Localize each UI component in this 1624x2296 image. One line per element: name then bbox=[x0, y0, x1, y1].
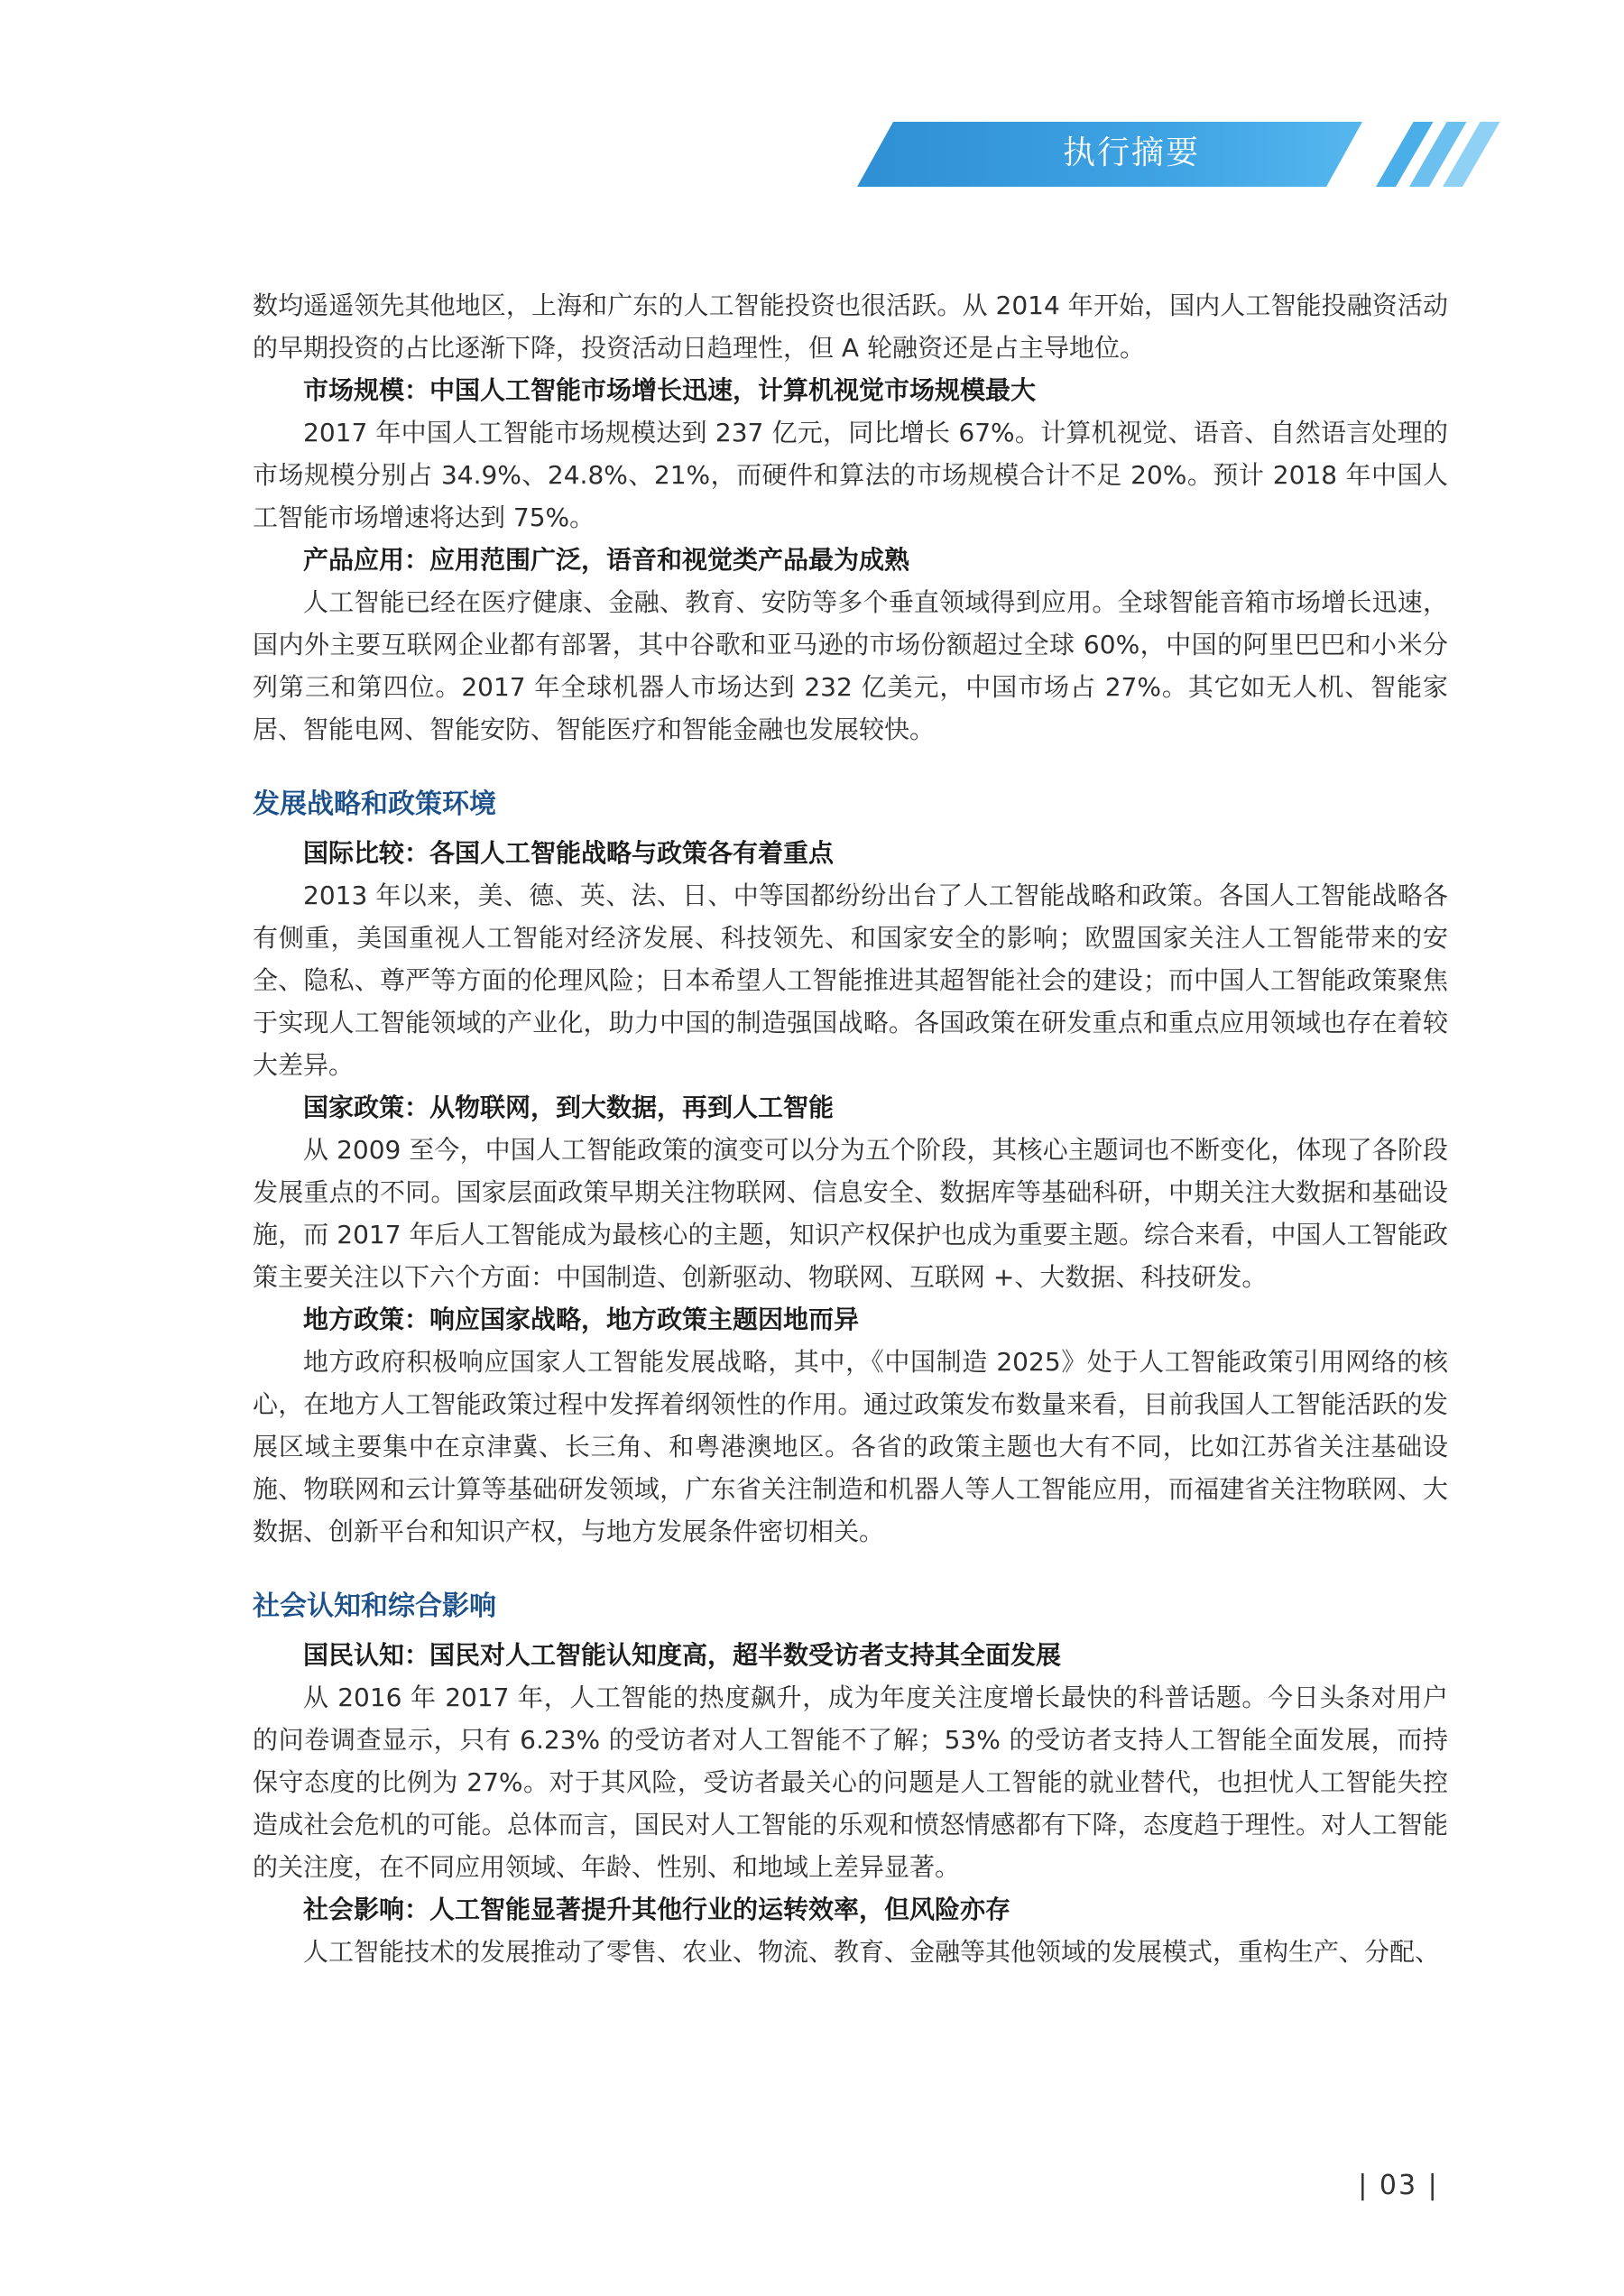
body-paragraph: 人工智能已经在医疗健康、金融、教育、安防等多个垂直领域得到应用。全球智能音箱市场增长迅速，国内外主要互联网企业都有部署，其中谷歌和亚马逊的市场份额超过全球 60%，中国的阿里巴巴和小米分列第三和第四位。2017 年全球机器人市场达到 232 亿美元，中国市场占 27%。其它如无人机、智能家居、智能电网、智能安防、智能医疗和智能金融也发展较快。 bbox=[253, 587, 1448, 744]
body-paragraph: 地方政府积极响应国家人工智能发展战略，其中，《中国制造 2025》处于人工智能政策引用网络的核心，在地方人工智能政策过程中发挥着纲领性的作用。通过政策发布数量来看，目前我国人工智能活跃的发展区域主要集中在京津冀、长三角、和粤港澳地区。各省的政策主题也大有不同，比如江苏省关注基础设施、物联网和云计算等基础研发领域，广东省关注制造和机器人等人工智能应用，而福建省关注物联网、大数据、创新平台和知识产权，与地方发展条件密切相关。 bbox=[253, 1347, 1448, 1546]
section-heading: 社会认知和综合影响 bbox=[253, 1591, 496, 1622]
body-paragraph: 人工智能技术的发展推动了零售、农业、物流、教育、金融等其他领域的发展模式，重构生产、分配、 bbox=[303, 1937, 1441, 1967]
subheading: 市场规模：中国人工智能市场增长迅速，计算机视觉市场规模最大 bbox=[303, 375, 1037, 405]
page-number: | 03 | bbox=[1358, 2170, 1439, 2201]
subheading: 国民认知：国民对人工智能认知度高，超半数受访者支持其全面发展 bbox=[303, 1640, 1062, 1670]
subheading: 地方政策：响应国家战略，地方政策主题因地而异 bbox=[303, 1305, 860, 1334]
body-paragraph: 从 2016 年 2017 年，人工智能的热度飙升，成为年度关注度增长最快的科普话题。今日头条对用户的问卷调查显示，只有 6.23% 的受访者对人工智能不了解；53% 的受访者支持人工智能全面发展，而持保守态度的比例为 27%。对于其风险，受访者最关心的问题是人工智能的就业替代，也担忧人工智能失控造成社会危机的可能。总体而言，国民对人工智能的乐观和愤怒情感都有下降，态度趋于理性。对人工智能的关注度，在不同应用领域、年龄、性别、和地域上差异显著。 bbox=[253, 1683, 1448, 1882]
body-paragraph: 数均遥遥领先其他地区，上海和广东的人工智能投资也很活跃。从 2014 年开始，国内人工智能投融资活动的早期投资的占比逐渐下降，投资活动日趋理性，但 A 轮融资还是占主导地位。 bbox=[253, 290, 1448, 363]
subheading: 产品应用：应用范围广泛，语音和视觉类产品最为成熟 bbox=[303, 545, 910, 575]
document-body bbox=[253, 284, 1448, 1973]
body-paragraph: 从 2009 至今，中国人工智能政策的演变可以分为五个阶段，其核心主题词也不断变化，体现了各阶段发展重点的不同。国家层面政策早期关注物联网、信息安全、数据库等基础科研，中期关注大数据和基础设施，而 2017 年后人工智能成为最核心的主题，知识产权保护也成为重要主题。综合来看，中国人工智能政策主要关注以下六个方面：中国制造、创新驱动、物联网、互联网 +、大数据、科技研发。 bbox=[253, 1135, 1448, 1292]
subheading: 社会影响：人工智能显著提升其他行业的运转效率，但风险亦存 bbox=[303, 1895, 1011, 1924]
subheading: 国家政策：从物联网，到大数据，再到人工智能 bbox=[303, 1093, 835, 1122]
subheading: 国际比较：各国人工智能战略与政策各有着重点 bbox=[303, 838, 835, 868]
section-heading: 发展战略和政策环境 bbox=[253, 788, 496, 820]
header-title: 执行摘要 bbox=[1063, 134, 1201, 171]
body-paragraph: 2017 年中国人工智能市场规模达到 237 亿元，同比增长 67%。计算机视觉、语音、自然语言处理的市场规模分别占 34.9%、24.8%、21%，而硬件和算法的市场规模合计不足 20%。预计 2018 年中国人工智能市场增速将达到 75%。 bbox=[253, 418, 1448, 532]
body-paragraph: 2013 年以来，美、德、英、法、日、中等国都纷纷出台了人工智能战略和政策。各国人工智能战略各有侧重，美国重视人工智能对经济发展、科技领先、和国家安全的影响；欧盟国家关注人工智能带来的安全、隐私、尊严等方面的伦理风险；日本希望人工智能推进其超智能社会的建设；而中国人工智能政策聚焦于实现人工智能领域的产业化，助力中国的制造强国战略。各国政策在研发重点和重点应用领域也存在着较大差异。 bbox=[253, 881, 1448, 1080]
